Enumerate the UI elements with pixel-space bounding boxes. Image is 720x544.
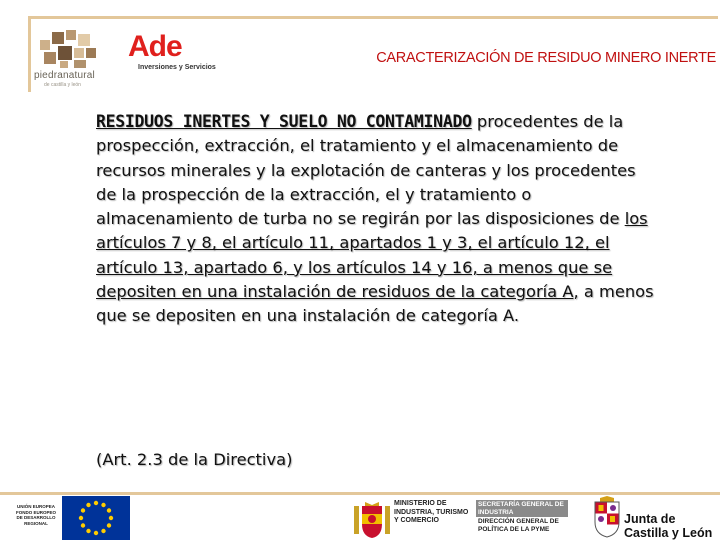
ministry-secretariat <box>476 500 568 540</box>
page-title: CARACTERIZACIÓN DE RESIDUO MINERO INERTE <box>376 50 716 66</box>
ministry-name: MINISTERIO DE INDUSTRIA, TURISMO Y COMERCIO <box>394 500 469 524</box>
section-heading: RESIDUOS INERTES Y SUELO NO CONTAMINADO <box>96 112 472 131</box>
junta-line-1: Junta de <box>624 512 676 526</box>
junta-castilla-leon-label <box>624 512 712 540</box>
castilla-y-leon-crest-icon <box>592 496 622 538</box>
secretariat-label: SECRETARÍA GENERAL DE INDUSTRIA <box>476 500 568 517</box>
footer-divider <box>0 492 720 495</box>
ade-logo-text: Ade <box>128 30 182 63</box>
paragraph-underlined-text: los artículos 7 y 8, el artículo 11, apartados 1 y 3, el artículo 12, el artículo 13, apartado 6, y los artículos 14 y 16, a menos que se depositen en una instalación de residuos de la categoría A <box>96 209 648 302</box>
piedranatural-logo <box>34 26 104 88</box>
piedranatural-name: piedranatural <box>34 70 95 81</box>
eu-fund-label: UNIÓN EUROPEA FONDO EUROPEO DE DESARROLLO REGIONAL <box>15 504 56 526</box>
main-paragraph <box>96 110 656 329</box>
paragraph-text-2: , a menos que se depositen en una instalación de categoría A. <box>96 282 654 326</box>
spain-coat-of-arms-icon <box>352 500 392 540</box>
citation: (Art. 2.3 de la Directiva) <box>96 450 293 469</box>
junta-line-2: Castilla y León <box>624 526 713 540</box>
ade-logo-subtitle: Inversiones y Servicios <box>138 64 216 71</box>
header-frame-left <box>28 16 31 92</box>
paragraph-text-1: procedentes de la prospección, extracción, el tratamiento y el almacenamiento de recursos minerales y la explotación de canteras y los procedentes de la prospección de la extracción, el y tratamiento o almacenamiento de turba no se regirán por las disposiciones de <box>96 112 636 229</box>
eu-flag-icon <box>62 496 130 540</box>
header-frame-top <box>28 16 718 19</box>
ministry-logo <box>352 500 568 540</box>
ade-logo <box>128 32 216 71</box>
directorate-label: DIRECCIÓN GENERAL DE POLÍTICA DE LA PYME <box>478 518 559 533</box>
piedranatural-subtitle: de castilla y león <box>44 82 81 88</box>
piedranatural-squares-icon <box>40 30 98 68</box>
